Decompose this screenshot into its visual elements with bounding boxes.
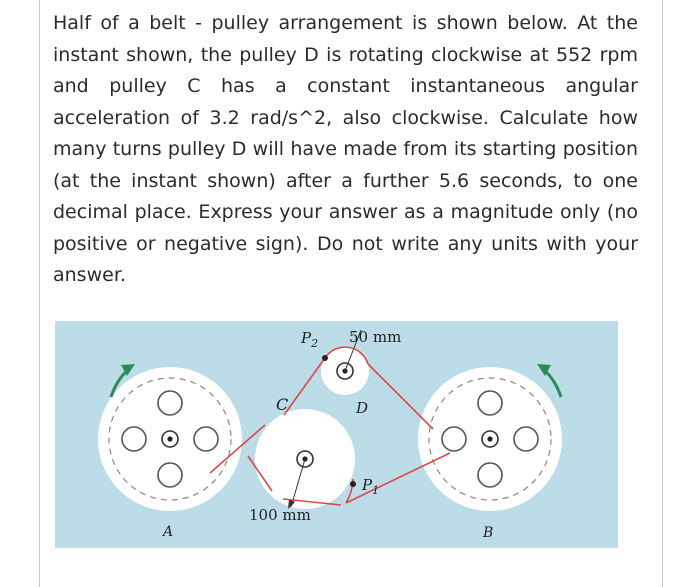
label-radius-d: 50 mm [349,328,402,346]
point-p2-marker [322,355,328,361]
point-p1-marker [350,481,356,487]
label-pulley-a: A [163,524,174,540]
label-point-p2: $P_2$ [301,329,319,350]
label-point-p1: $P_1$ [362,476,380,497]
label-radius-c: 100 mm [249,506,311,524]
pulley-a [98,367,242,511]
pulley-b [418,367,562,511]
belt-pulley-diagram [55,321,618,548]
label-pulley-c: C [276,395,289,414]
pulley-c [255,409,355,509]
question-text: Half of a belt - pulley arrangement is shown below. At the instant shown, the pulley D is rotating clockwise at 552 rpm and pulley C has a constant instantaneous angular acceleration of 3.2 rad/s^2, also clockwise. Calculate how many turns pulley D will have made from its starting position (at the instant shown) after a further 5.6 seconds, to one decimal place. Express your answer as a magnitude only (no positive or negative sign). Do not write any units with your answer. [53,12,638,286]
label-pulley-d: D [356,399,369,417]
label-pulley-b: B [483,525,494,541]
